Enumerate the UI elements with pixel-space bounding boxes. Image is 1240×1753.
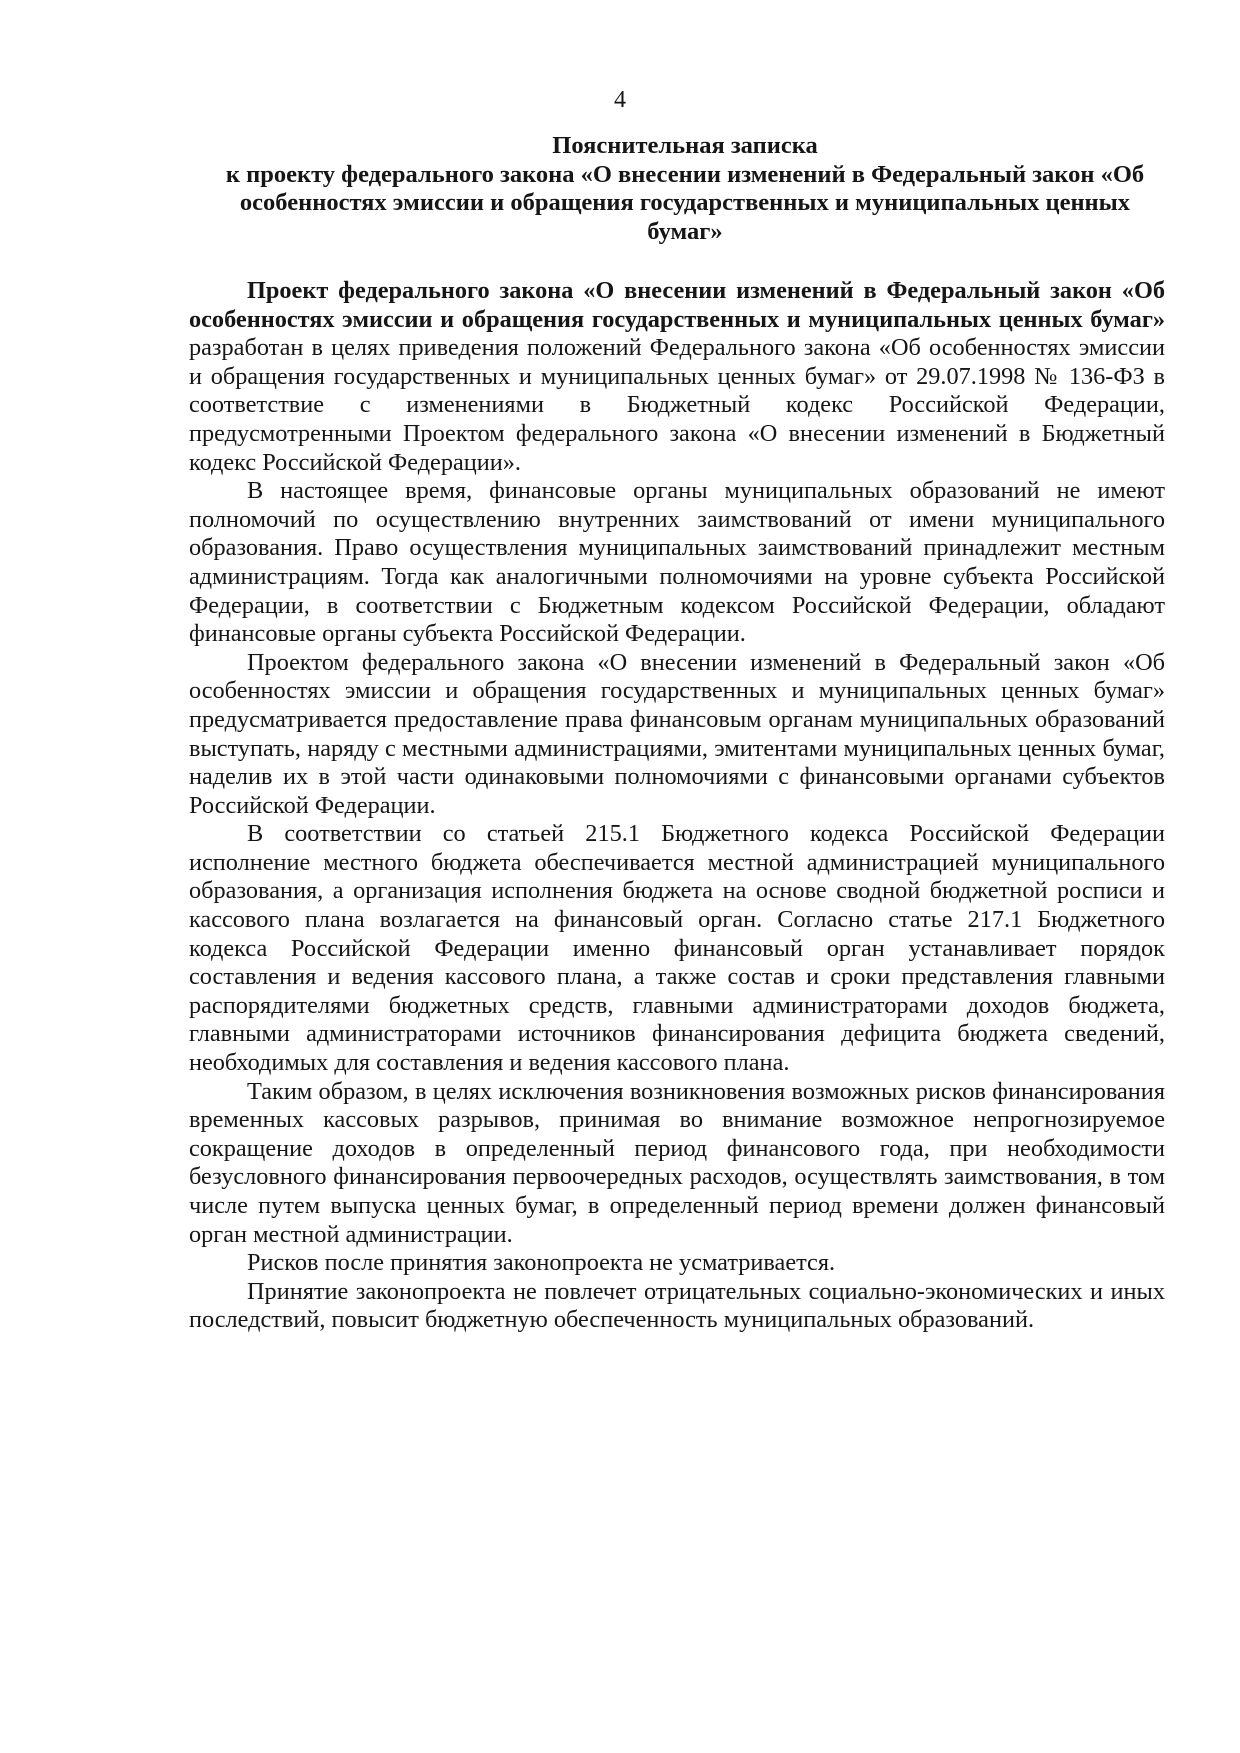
title-line-2: к проекту федерального закона «О внесении изменений в Федеральный закон «Об [225, 160, 1145, 188]
document-title [185, 132, 1185, 246]
title-line-3: особенностях эмиссии и обращения государственных и муниципальных ценных [239, 189, 1131, 216]
paragraph-1 [189, 277, 1165, 477]
paragraph-7: Принятие законопроекта не повлечет отрицательных социально-экономических и иных последствий, повысит бюджетную обеспеченность муниципальных образований. [189, 1277, 1165, 1334]
paragraph-4: В соответствии со статьей 215.1 Бюджетного кодекса Российской Федерации исполнение местного бюджета обеспечивается местной администрацией муниципального образования, а организация исполнения бюджета на основе сводной бюджетной росписи и кассового плана возлагается на финансовый орган. Согласно статье 217.1 Бюджетного кодекса Российской Федерации именно финансовый орган устанавливает порядок составления и ведения кассового плана, а также состав и сроки представления главными распорядителями бюджетных средств, главными администраторами доходов бюджета, главными администраторами источников финансирования дефицита бюджета сведений, необходимых для составления и ведения кассового плана. [189, 820, 1165, 1077]
page-number: 4 [614, 87, 626, 113]
paragraph-5: Таким образом, в целях исключения возникновения возможных рисков финансирования временных кассовых разрывов, принимая во внимание возможное непрогнозируемое сокращение доходов в определенный период финансового года, при необходимости безусловного финансирования первоочередных расходов, осуществлять заимствования, в том числе путем выпуска ценных бумаг, в определенный период времени должен финансовый орган местной администрации. [189, 1077, 1165, 1248]
paragraph-1-lead: Проект федерального закона «О внесении изменений в Федеральный закон «Об особенностях эмиссии и обращения государственных и муниципальных ценных бумаг» [189, 277, 1165, 333]
paragraph-1-text: разработан в целях приведения положений Федерального закона «Об особенностях эмиссии и обращения государственных и муниципальных ценных бумаг» от 29.07.1998 № 136-ФЗ в соответствие с изменениями в Бюджетный кодекс Российской Федерации, предусмотренными Проектом федерального закона «О внесении изменений в Бюджетный кодекс Российской Федерации». [189, 334, 1165, 476]
title-line-4: бумаг» [647, 217, 723, 245]
document-body [189, 277, 1165, 1335]
paragraph-2: В настоящее время, финансовые органы муниципальных образований не имеют полномочий по осуществлению внутренних заимствований от имени муниципального образования. Право осуществления муниципальных заимствований принадлежит местным администрациям. Тогда как аналогичными полномочиями на уровне субъекта Российской Федерации, в соответствии с Бюджетным кодексом Российской Федерации, обладают финансовые органы субъекта Российской Федерации. [189, 477, 1165, 648]
title-line-1: Пояснительная записка [552, 132, 818, 159]
paragraph-6: Рисков после принятия законопроекта не усматривается. [247, 1249, 836, 1277]
paragraph-3: Проектом федерального закона «О внесении изменений в Федеральный закон «Об особенностях эмиссии и обращения государственных и муниципальных ценных бумаг» предусматривается предоставление права финансовым органам муниципальных образований выступать, наряду с местными администрациями, эмитентами муниципальных ценных бумаг, наделив их в этой части одинаковыми полномочиями с финансовыми органами субъектов Российской Федерации. [189, 648, 1165, 819]
